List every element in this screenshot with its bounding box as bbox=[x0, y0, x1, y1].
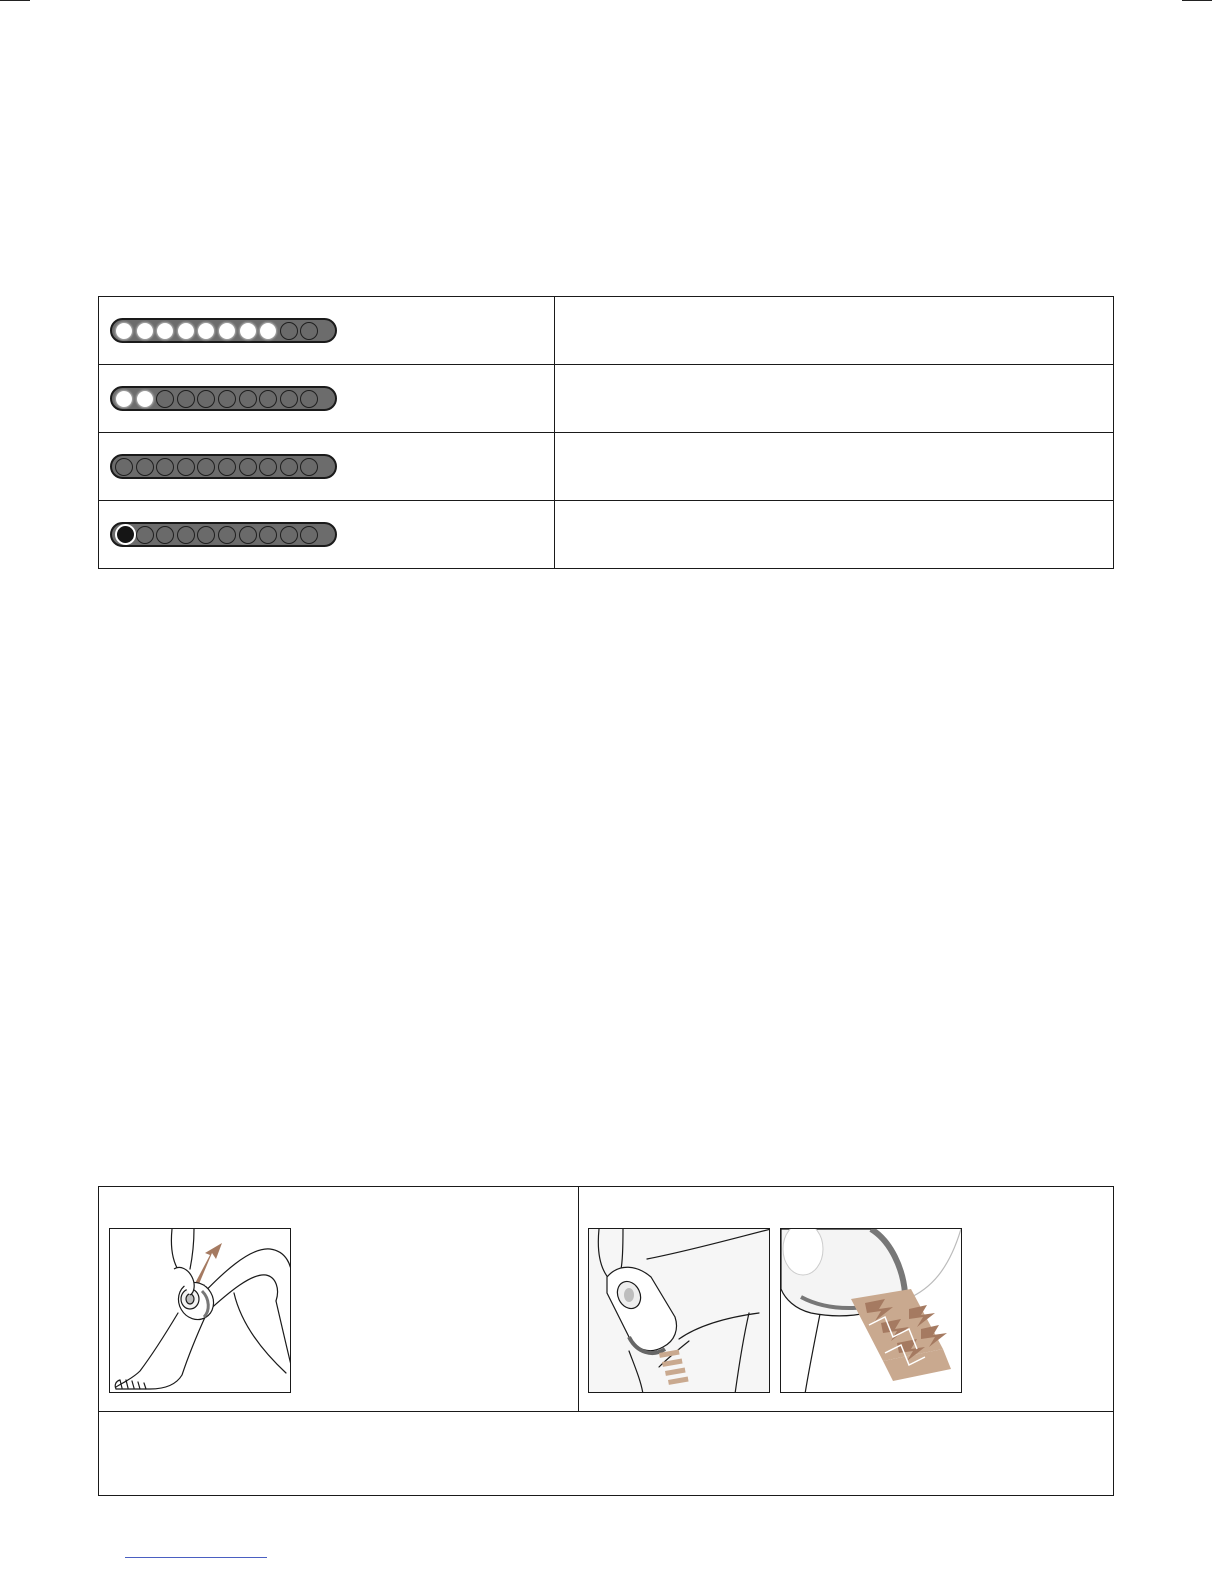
led-5 bbox=[197, 458, 215, 476]
status-row-1 bbox=[99, 297, 1113, 365]
led-status-table bbox=[98, 296, 1114, 569]
flash-closeup-illustration bbox=[780, 1228, 962, 1393]
led-indicator-bar bbox=[110, 318, 337, 343]
status-row-2 bbox=[99, 365, 1113, 433]
led-8 bbox=[259, 322, 277, 340]
led-4 bbox=[177, 390, 195, 408]
led-3 bbox=[156, 322, 174, 340]
thigh-treatment-illustration bbox=[588, 1228, 770, 1393]
led-8 bbox=[259, 458, 277, 476]
led-2 bbox=[136, 390, 154, 408]
led-1 bbox=[115, 458, 133, 476]
led-6 bbox=[218, 322, 236, 340]
led-4 bbox=[177, 458, 195, 476]
led-7 bbox=[239, 390, 257, 408]
led-9 bbox=[280, 458, 298, 476]
led-1 bbox=[115, 390, 133, 408]
led-1 bbox=[115, 322, 133, 340]
led-4 bbox=[177, 526, 195, 544]
led-8 bbox=[259, 390, 277, 408]
led-5 bbox=[197, 322, 215, 340]
led-5 bbox=[197, 526, 215, 544]
led-7 bbox=[239, 322, 257, 340]
led-3 bbox=[156, 526, 174, 544]
led-5 bbox=[197, 390, 215, 408]
status-row-4 bbox=[99, 501, 1113, 568]
crop-mark-left bbox=[0, 0, 30, 1]
footer-link-underline[interactable] bbox=[125, 1557, 267, 1558]
led-10 bbox=[300, 526, 318, 544]
led-6 bbox=[218, 526, 236, 544]
crop-mark-right bbox=[1182, 0, 1212, 1]
led-3 bbox=[156, 458, 174, 476]
led-1 bbox=[115, 524, 136, 545]
led-2 bbox=[136, 458, 154, 476]
illustration-box bbox=[98, 1186, 1114, 1496]
led-6 bbox=[218, 458, 236, 476]
led-10 bbox=[300, 390, 318, 408]
led-10 bbox=[300, 458, 318, 476]
led-6 bbox=[218, 390, 236, 408]
led-8 bbox=[259, 526, 277, 544]
led-3 bbox=[156, 390, 174, 408]
led-2 bbox=[136, 322, 154, 340]
led-indicator-bar bbox=[110, 386, 337, 411]
led-7 bbox=[239, 458, 257, 476]
led-2 bbox=[136, 526, 154, 544]
led-indicator-bar bbox=[110, 522, 337, 547]
led-10 bbox=[300, 322, 318, 340]
led-7 bbox=[239, 526, 257, 544]
led-indicator-bar bbox=[110, 454, 337, 479]
status-row-3 bbox=[99, 433, 1113, 501]
led-9 bbox=[280, 526, 298, 544]
led-4 bbox=[177, 322, 195, 340]
leg-treatment-illustration bbox=[109, 1228, 291, 1393]
led-9 bbox=[280, 322, 298, 340]
led-9 bbox=[280, 390, 298, 408]
